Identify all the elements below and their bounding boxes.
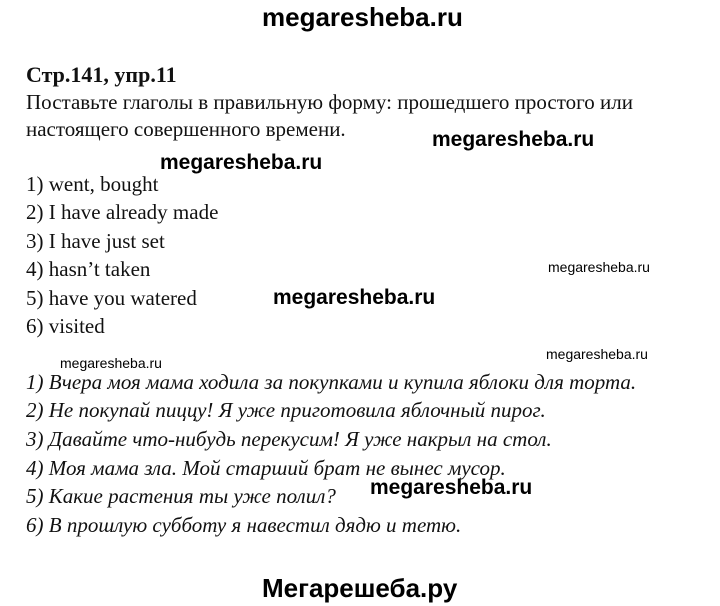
translation-item: 3) Давайте что-нибудь перекусим! Я уже накрыл на стол. <box>26 427 552 451</box>
watermark: megaresheba.ru <box>273 286 436 309</box>
watermark: megaresheba.ru <box>370 476 533 499</box>
answer-item: 3) I have just set <box>26 229 165 253</box>
watermark: megaresheba.ru <box>548 259 650 275</box>
watermark-top: megaresheba.ru <box>262 2 463 32</box>
answer-item: 1) went, bought <box>26 172 159 196</box>
answer-item: 2) I have already made <box>26 200 219 224</box>
translation-item: 2) Не покупай пиццу! Я уже приготовила яблочный пирог. <box>26 398 546 422</box>
translation-item: 5) Какие растения ты уже полил? <box>26 484 336 508</box>
watermark: megaresheba.ru <box>432 128 595 151</box>
translation-item: 6) В прошлую субботу я навестил дядю и тетю. <box>26 513 462 537</box>
watermark-bottom: Мегарешеба.ру <box>262 573 458 603</box>
exercise-heading: Стр.141, упр.11 <box>26 62 177 87</box>
watermark: megaresheba.ru <box>160 151 323 174</box>
watermark: megaresheba.ru <box>60 355 162 371</box>
instruction-line-2: настоящего совершенного времени. <box>26 117 346 141</box>
answer-item: 4) hasn’t taken <box>26 257 151 281</box>
watermark: megaresheba.ru <box>546 346 648 362</box>
answer-item: 6) visited <box>26 314 105 338</box>
instruction-line-1: Поставьте глаголы в правильную форму: прошедшего простого или <box>26 90 633 114</box>
answer-item: 5) have you watered <box>26 286 197 310</box>
translation-item: 4) Моя мама зла. Мой старший брат не вынес мусор. <box>26 456 506 480</box>
translation-item: 1) Вчера моя мама ходила за покупками и купила яблоки для торта. <box>26 370 637 394</box>
